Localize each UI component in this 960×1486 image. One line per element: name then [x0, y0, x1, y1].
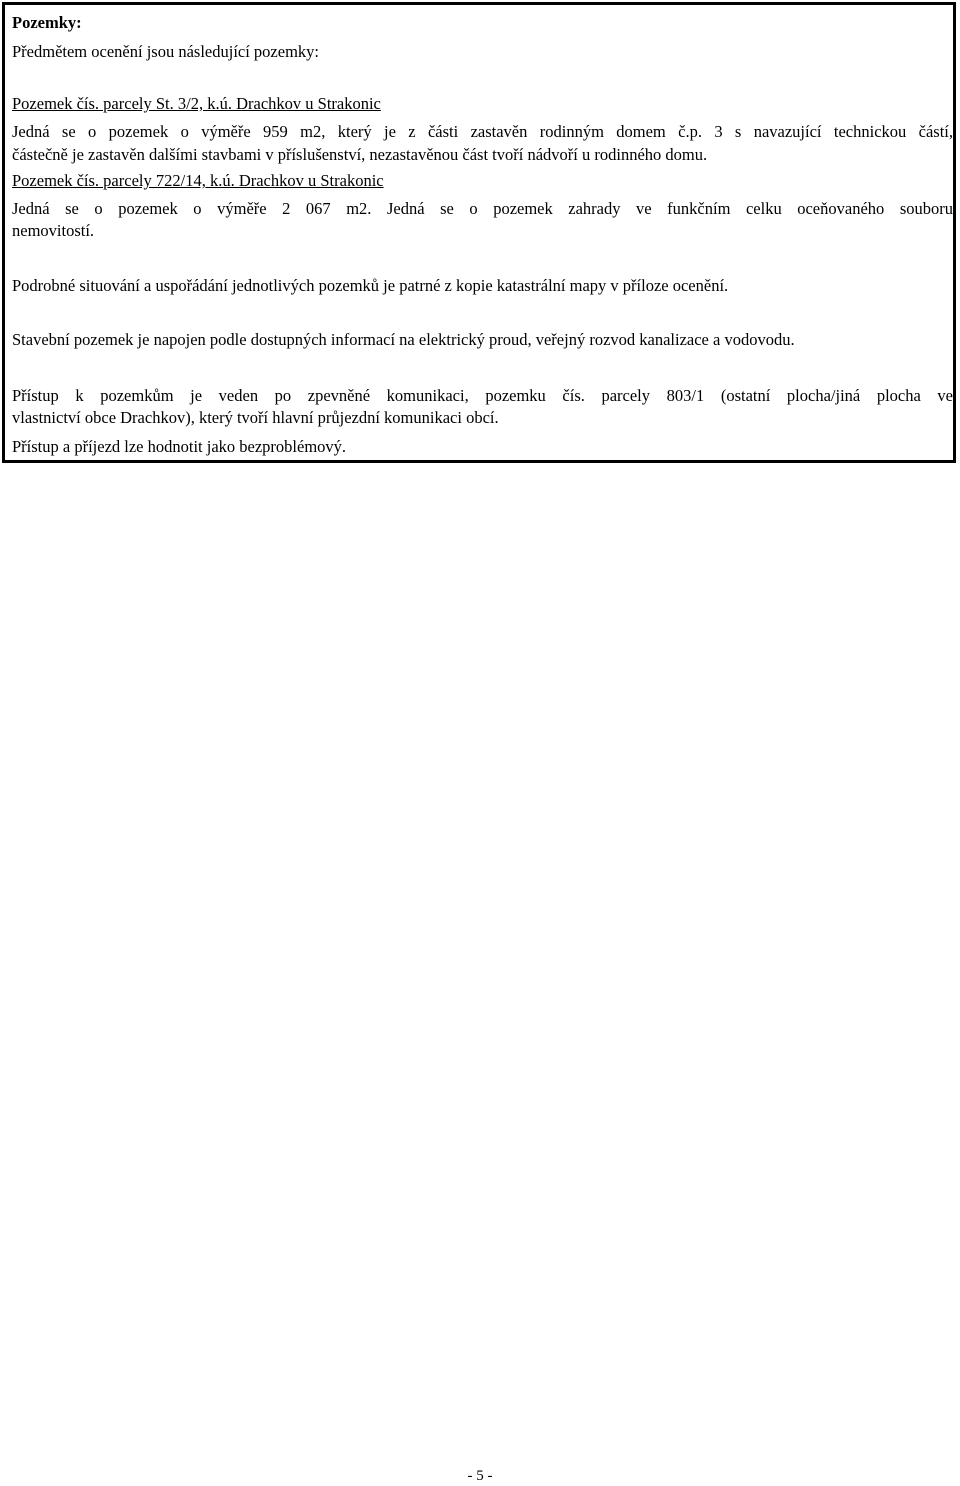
parcel-2-line-1: Jedná se o pozemek o výměře 2 067 m2. Jedná se o pozemek zahrady ve funkčním celku oceňovaného souboru: [12, 199, 953, 218]
situation-paragraph: Podrobné situování a uspořádání jednotlivých pozemků je patrné z kopie katastrální mapy v příloze ocenění.: [12, 276, 729, 295]
section-heading: Pozemky:: [12, 13, 82, 32]
access-paragraph-line-1: Přístup k pozemkům je veden po zpevněné komunikaci, pozemku čís. parcely 803/1 (ostatní plocha/jiná plocha ve: [12, 386, 953, 405]
content-frame: [2, 2, 956, 463]
parcel-1-line-1: Jedná se o pozemek o výměře 959 m2, který je z části zastavěn rodinným domem č.p. 3 s navazující technickou částí,: [12, 122, 953, 141]
parcel-2-title: Pozemek čís. parcely 722/14, k.ú. Drachkov u Strakonic: [12, 171, 384, 190]
access-paragraph-line-2: vlastnictví obce Drachkov), který tvoří hlavní průjezdní komunikaci obcí.: [12, 408, 499, 427]
page-number: - 5 -: [467, 1468, 493, 1484]
parcel-2-line-2: nemovitostí.: [12, 221, 95, 240]
parcel-1-title: Pozemek čís. parcely St. 3/2, k.ú. Drachkov u Strakonic: [12, 94, 381, 113]
utilities-paragraph: Stavební pozemek je napojen podle dostupných informací na elektrický proud, veřejný rozvod kanalizace a vodovodu.: [12, 330, 795, 349]
parcel-1-line-2: částečně je zastavěn dalšími stavbami v příslušenství, nezastavěnou část tvoří nádvoří u rodinného domu.: [12, 145, 708, 164]
access-note: Přístup a příjezd lze hodnotit jako bezproblémový.: [12, 437, 347, 456]
section-intro: Předmětem ocenění jsou následující pozemky:: [12, 42, 319, 61]
